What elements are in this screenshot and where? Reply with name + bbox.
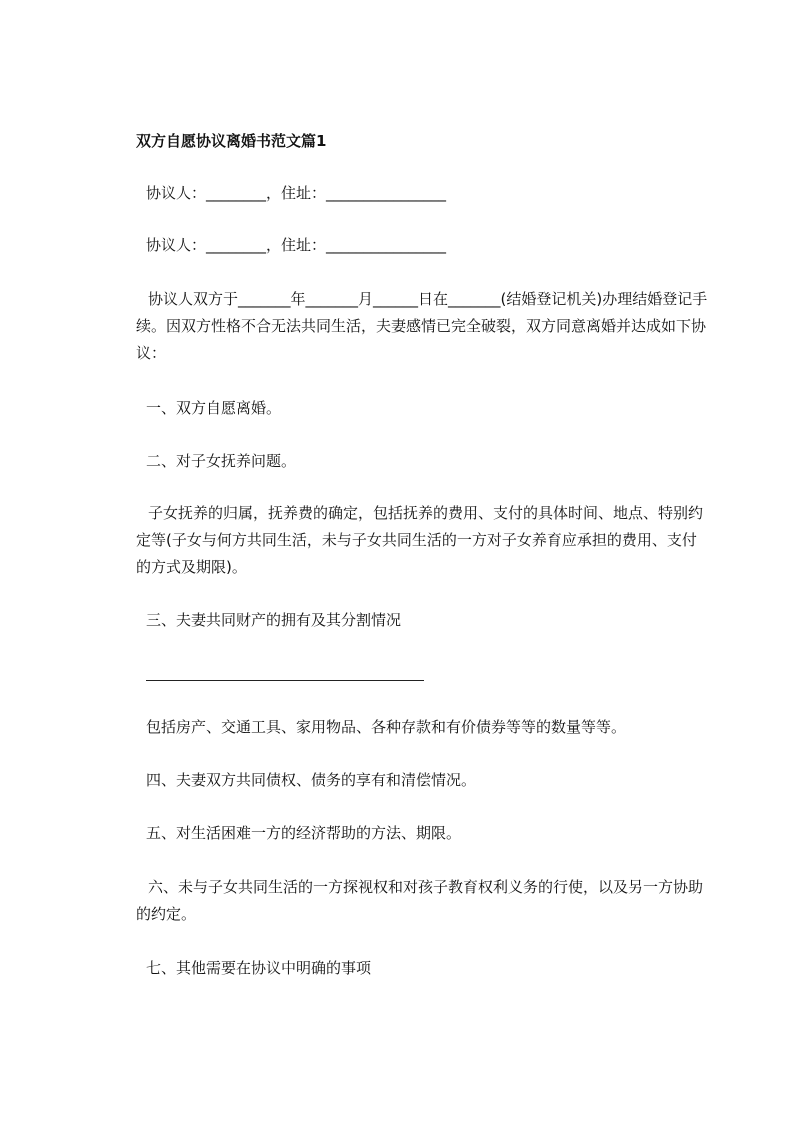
item-7: 七、其他需要在协议中明确的事项 (146, 959, 372, 977)
party-line-2: 协议人：________，住址：________________ (146, 236, 447, 254)
item-4: 四、夫妻双方共同债权、债务的享有和清偿情况。 (146, 771, 477, 789)
blank-fill-line (146, 680, 424, 681)
item-5: 五、对生活困难一方的经济帮助的方法、期限。 (146, 824, 462, 842)
item-2-detail: 子女抚养的归属，抚养费的确定，包括抚养的费用、支付的具体时间、地点、特别约定等(子女与何方共同生活，未与子女共同生活的一方对子女养育应承担的费用、支付的方式及期限)。 (136, 504, 704, 576)
item-2: 二、对子女抚养问题。 (146, 452, 297, 470)
item-6: 六、未与子女共同生活的一方探视权和对孩子教育权利义务的行使，以及另一方协助的约定。 (136, 878, 704, 923)
party-line-1: 协议人：________，住址：________________ (146, 184, 447, 202)
item-1: 一、双方自愿离婚。 (146, 399, 282, 417)
item-3-detail: 包括房产、交通工具、家用物品、各种存款和有价债券等等的数量等等。 (146, 718, 627, 736)
intro-paragraph: 协议人双方于_______年_______月______日在_______(结婚登记机关)办理结婚登记手续。因双方性格不合无法共同生活，夫妻感情已完全破裂，双方同意离婚并达成如下协议： (136, 290, 708, 362)
item-3: 三、夫妻共同财产的拥有及其分割情况 (146, 611, 402, 629)
document-title: 双方自愿协议离婚书范文篇1 (136, 132, 327, 150)
